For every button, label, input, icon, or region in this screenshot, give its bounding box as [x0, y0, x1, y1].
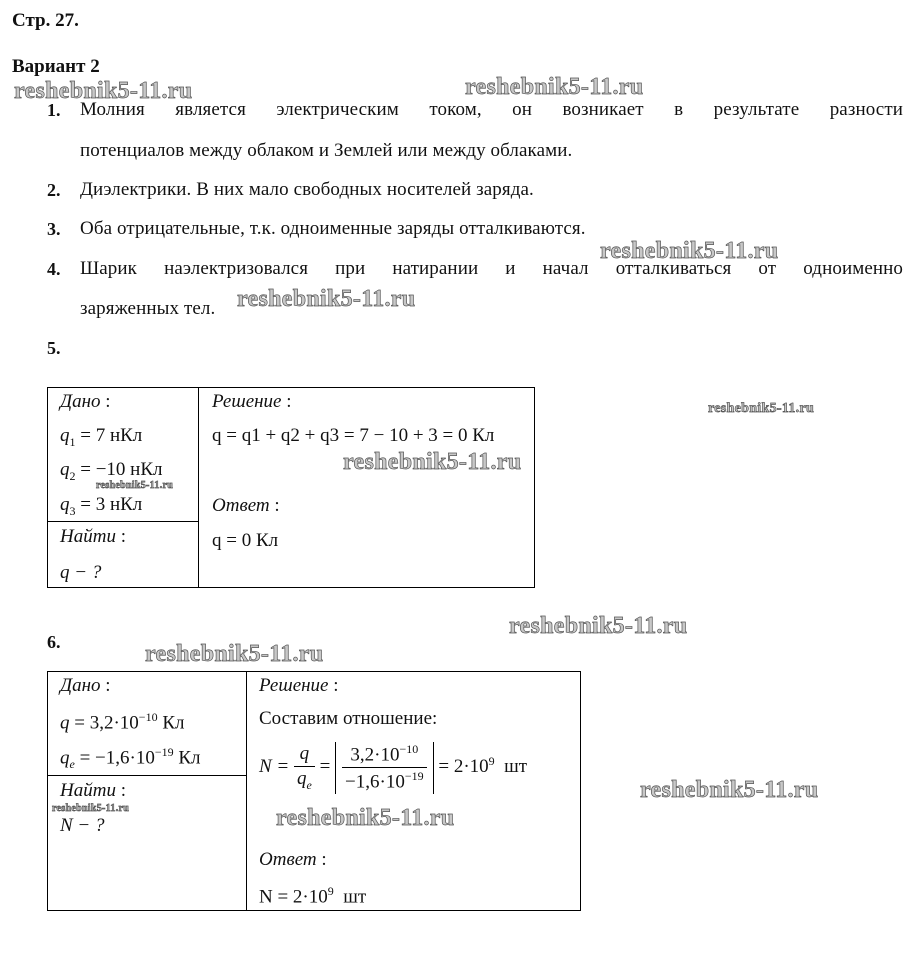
task6-answer: $N = 2\cdot 10^9$ шт [259, 884, 367, 908]
task5-answer-label: Ответ : [212, 495, 280, 516]
answer-number: 2. [47, 180, 61, 200]
answer-1-text-cont: потенциалов между облаком и Землей или между облаками. [80, 140, 573, 161]
task5-solution-label: Решение : [212, 391, 292, 412]
task5-given-q2: $q_2 = -10$ нКл [60, 459, 163, 483]
answer-number: 3. [47, 219, 61, 239]
watermark: reshebnik5-11.ru [465, 74, 644, 100]
watermark: reshebnik5-11.ru [343, 449, 522, 475]
task5-solution: q = q1 + q2 + q3 = 7 − 10 + 3 = 0 Кл [212, 425, 495, 446]
task6-formula: N = $\frac{q}{q_e}$ = $\frac{3,2\cdot 10^{-10}}{-1,6\cdot 10^{-19}}$ = $2\cdot 10^9$ шт [259, 742, 528, 793]
task5-given-q3: $q_3 = 3$ нКл [60, 494, 143, 518]
watermark: reshebnik5-11.ru [237, 286, 416, 312]
task6-solution-label: Решение : [259, 675, 339, 696]
task6-number: 6. [47, 632, 61, 652]
watermark: reshebnik5-11.ru [509, 613, 688, 639]
watermark: reshebnik5-11.ru [600, 238, 779, 264]
page-number: Стр. 27. [12, 10, 79, 31]
answer-2-text: Диэлектрики. В них мало свободных носителей заряда. [80, 179, 534, 200]
fraction-q-over-qe: $\frac{q}{q_e}$ [294, 743, 315, 793]
watermark: reshebnik5-11.ru [96, 480, 174, 491]
watermark: reshebnik5-11.ru [276, 805, 455, 831]
answer-1-text: Молния является электрическим током, он возникает в результате разности [80, 99, 903, 120]
task5-given-label: Дано : [60, 391, 111, 412]
task5-find: q − ? [60, 562, 102, 583]
watermark: reshebnik5-11.ru [145, 641, 324, 667]
watermark: reshebnik5-11.ru [640, 777, 819, 803]
task6-find: N − ? [60, 815, 105, 836]
task6-solution-intro: Составим отношение: [259, 708, 438, 729]
task6-given-qe: $q_e = -1,6\cdot 10^{-19}$ Кл [60, 745, 201, 772]
watermark: reshebnik5-11.ru [52, 803, 130, 814]
answer-4-text-cont: заряженных тел. [80, 298, 216, 319]
answer-number: 1. [47, 100, 61, 120]
answer-4-text: Шарик наэлектризовался при натирании и начал отталкиваться от одноименно [80, 258, 903, 279]
task5-find-label: Найти : [60, 526, 126, 547]
task5-answer: q = 0 Кл [212, 530, 279, 551]
task5-given-q1: $q_1 = 7$ нКл [60, 425, 143, 449]
answer-3-text: Оба отрицательные, т.к. одноименные заряды отталкиваются. [80, 218, 586, 239]
variant-title: Вариант 2 [12, 56, 100, 77]
watermark: reshebnik5-11.ru [14, 78, 193, 104]
answer-number: 5. [47, 338, 61, 358]
absolute-value: $\frac{3,2\cdot 10^{-10}}{-1,6\cdot 10^{-19}}$ [335, 742, 434, 794]
task6-answer-label: Ответ : [259, 849, 327, 870]
task6-given-q: $q = 3,2\cdot 10^{-10}$ Кл [60, 710, 185, 734]
answer-number: 4. [47, 259, 61, 279]
watermark: reshebnik5-11.ru [708, 401, 815, 416]
task6-given-label: Дано : [60, 675, 111, 696]
task6-find-label: Найти : [60, 780, 126, 801]
